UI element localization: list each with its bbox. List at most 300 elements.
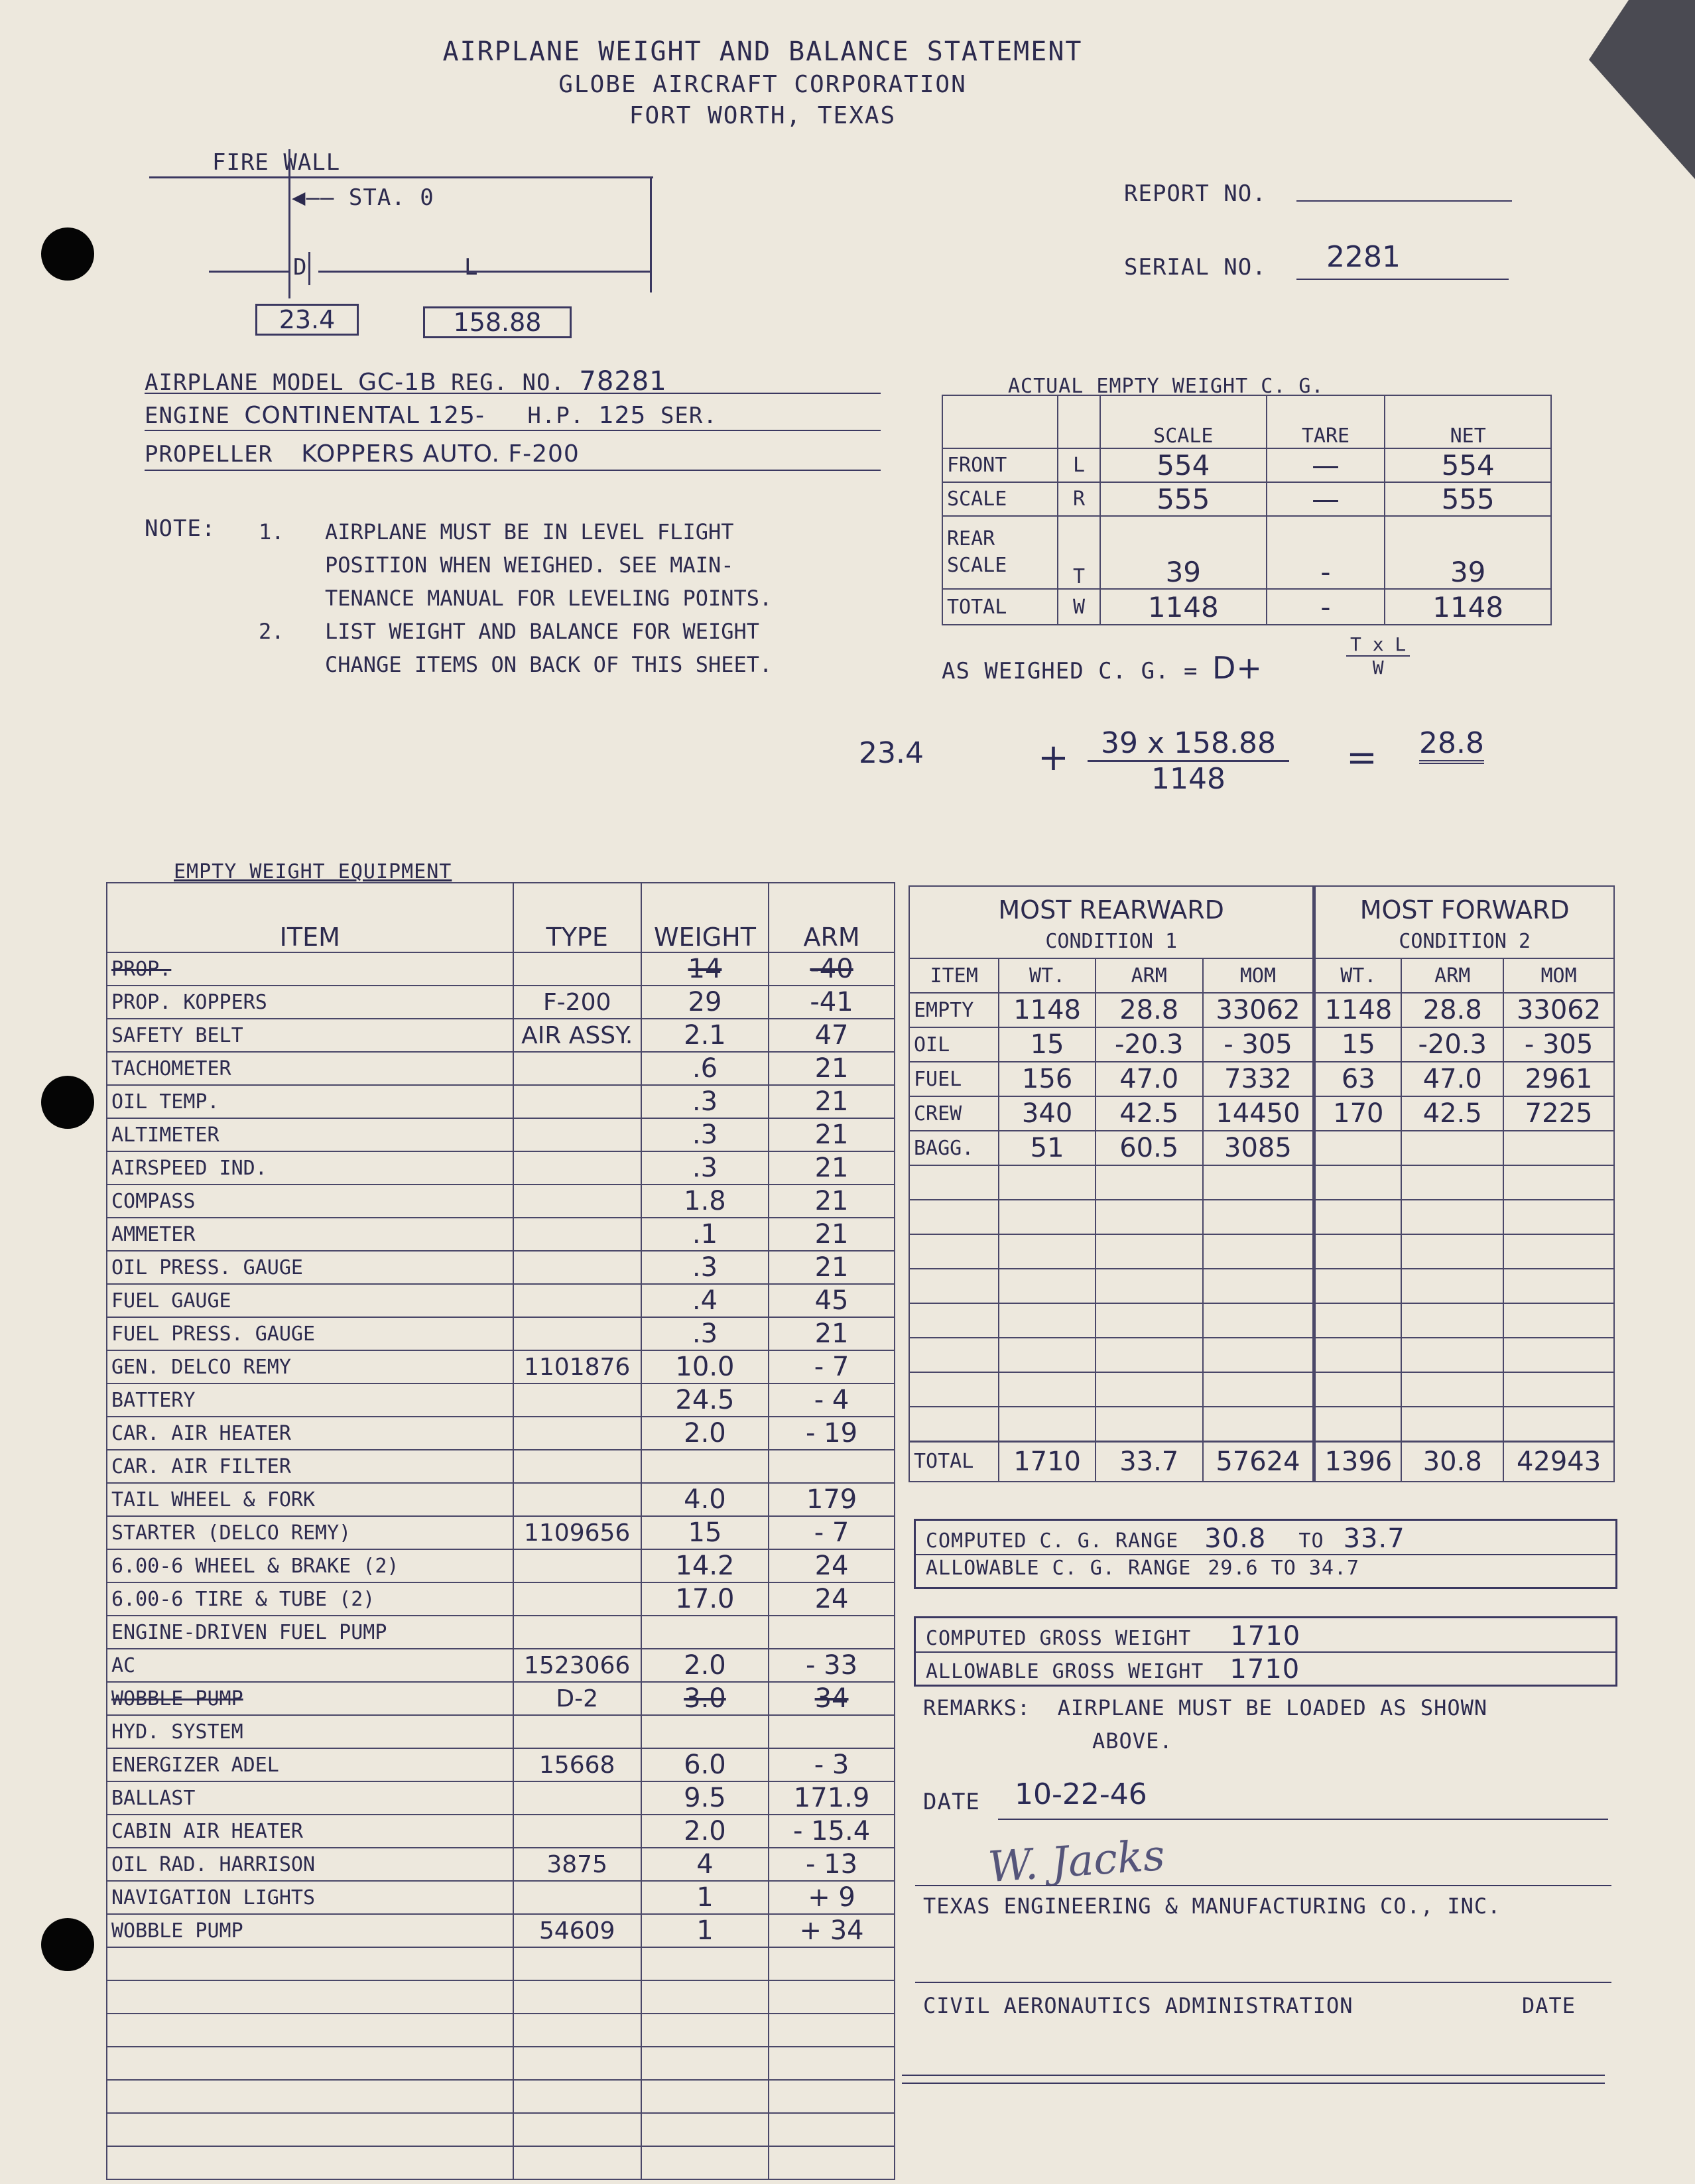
equip-type: D-2: [513, 1682, 641, 1715]
cond-item: [909, 1269, 999, 1303]
cond-mom2: [1503, 1372, 1614, 1407]
note-1-line-2: POSITION WHEN WEIGHED. SEE MAIN-: [325, 552, 734, 578]
cond-arm2: 30.8: [1401, 1442, 1503, 1482]
equip-arm: 21: [769, 1118, 895, 1151]
cond-arm1: 33.7: [1096, 1442, 1203, 1482]
equip-type: [513, 2080, 641, 2113]
equipment-row: [107, 1251, 895, 1284]
cond-wt2: [1314, 1407, 1402, 1442]
equip-weight: 2.0: [641, 1417, 769, 1450]
equip-type: 3875: [513, 1848, 641, 1881]
cond-item: [909, 1234, 999, 1269]
cg-scale: 1148: [1100, 589, 1267, 625]
equip-type: [513, 1218, 641, 1251]
equip-item: ALTIMETER: [107, 1118, 513, 1151]
computed-cg-range: [926, 1523, 1405, 1554]
formula-frac-den: W: [1372, 657, 1384, 678]
equip-type: F-200: [513, 986, 641, 1019]
cond-mom1: 33062: [1203, 993, 1314, 1027]
equip-weight: 10.0: [641, 1350, 769, 1383]
equip-weight: [641, 2080, 769, 2113]
cg-side: L: [1058, 448, 1100, 482]
condition-row: [909, 1269, 1614, 1303]
equip-arm: 21: [769, 1317, 895, 1350]
equip-type: 1109656: [513, 1516, 641, 1549]
equip-arm: 21: [769, 1085, 895, 1118]
equip-item: GEN. DELCO REMY: [107, 1350, 513, 1383]
cond-arm1: -20.3: [1096, 1027, 1203, 1062]
computed-gross: [926, 1621, 1300, 1651]
equipment-title: EMPTY WEIGHT EQUIPMENT: [174, 860, 452, 883]
condition-row: [909, 1027, 1614, 1062]
allowable-cg-range: [926, 1557, 1359, 1580]
punch-hole-bottom: [41, 1918, 94, 1971]
cond-mom1: 7332: [1203, 1062, 1314, 1096]
cond-mom1: [1203, 1338, 1314, 1372]
cond-item: [909, 1303, 999, 1338]
equip-weight: 4.0: [641, 1483, 769, 1516]
hp-label: H.P.: [527, 403, 585, 429]
equipment-row: [107, 1483, 895, 1516]
ser-label: SER.: [660, 403, 718, 429]
page-header: [398, 36, 1127, 129]
cond-mom1: [1203, 1303, 1314, 1338]
cond-mom2: 7225: [1503, 1096, 1614, 1131]
equip-type: [513, 1052, 641, 1085]
cond-wt1: 340: [999, 1096, 1096, 1131]
cond-header-arm2: ARM: [1401, 958, 1503, 993]
cg-table-title: ACTUAL EMPTY WEIGHT C. G.: [1008, 375, 1324, 398]
rearward-title: MOST REARWARD: [909, 886, 1314, 925]
cg-group: SCALE: [942, 482, 1058, 516]
cond-mom2: [1503, 1165, 1614, 1200]
cg-tare: —: [1267, 482, 1385, 516]
remarks: [923, 1691, 1487, 1758]
note-2-num: 2.: [259, 619, 284, 644]
equip-header-weight: WEIGHT: [641, 883, 769, 952]
cg-header-net: NET: [1385, 395, 1551, 448]
station-label: ◀—— STA. 0: [292, 184, 434, 211]
date-label: DATE: [923, 1789, 980, 1815]
date-value: 10-22-46: [1015, 1777, 1147, 1811]
equip-arm: - 4: [769, 1383, 895, 1417]
formula-fraction: [1346, 633, 1410, 678]
cond-mom2: 33062: [1503, 993, 1614, 1027]
equip-item: PROP.: [107, 952, 513, 986]
condition-row: [909, 1234, 1614, 1269]
equip-arm: [769, 1947, 895, 1980]
cond-wt1: 51: [999, 1131, 1096, 1165]
cond-arm2: 28.8: [1401, 993, 1503, 1027]
equip-type: [513, 2113, 641, 2146]
equip-arm: - 15.4: [769, 1815, 895, 1848]
note-2-line-1: LIST WEIGHT AND BALANCE FOR WEIGHT: [325, 619, 760, 644]
equip-item: [107, 1947, 513, 1980]
cond-arm2: [1401, 1165, 1503, 1200]
cg-header-scale: SCALE: [1100, 395, 1267, 448]
equip-type: [513, 2014, 641, 2047]
cond-arm1: 47.0: [1096, 1062, 1203, 1096]
equip-arm: 24: [769, 1549, 895, 1582]
equip-item: TACHOMETER: [107, 1052, 513, 1085]
cond-item: EMPTY: [909, 993, 999, 1027]
equip-item: AC: [107, 1649, 513, 1682]
note-2: [259, 615, 772, 681]
equip-item: [107, 1980, 513, 2014]
equip-arm: [769, 1980, 895, 2014]
equip-type: 1101876: [513, 1350, 641, 1383]
equipment-row: [107, 1284, 895, 1317]
cond-mom2: [1503, 1338, 1614, 1372]
cond-header-arm1: ARM: [1096, 958, 1203, 993]
equip-item: BALLAST: [107, 1781, 513, 1815]
condition-row: [909, 1372, 1614, 1407]
forward-subtitle: CONDITION 2: [1314, 925, 1614, 958]
cond-mom1: 3085: [1203, 1131, 1314, 1165]
rearward-subtitle: CONDITION 1: [909, 925, 1314, 958]
equip-weight: [641, 1450, 769, 1483]
cg-table: [942, 395, 1552, 625]
cond-mom1: 57624: [1203, 1442, 1314, 1482]
equip-header-arm: ARM: [769, 883, 895, 952]
cg-row-front-r: [942, 482, 1551, 516]
cond-wt1: [999, 1303, 1096, 1338]
calc-plus: +: [1038, 736, 1069, 779]
calc-denominator: 1148: [1151, 762, 1225, 796]
equip-weight: 9.5: [641, 1781, 769, 1815]
manufacturer-name: TEXAS ENGINEERING & MANUFACTURING CO., INC.: [923, 1894, 1501, 1919]
cond-header-mom1: MOM: [1203, 958, 1314, 993]
equipment-row: [107, 2014, 895, 2047]
cond-wt1: [999, 1165, 1096, 1200]
cond-wt1: [999, 1372, 1096, 1407]
calc-numerator: 39 x 158.88: [1088, 726, 1289, 762]
notes-block: [259, 515, 772, 681]
condition-row: [909, 1062, 1614, 1096]
equipment-row: [107, 2047, 895, 2080]
equipment-row: [107, 1980, 895, 2014]
equip-weight: .3: [641, 1317, 769, 1350]
engine-label: ENGINE: [145, 403, 230, 429]
equipment-row: [107, 2080, 895, 2113]
equipment-row: [107, 1649, 895, 1682]
equipment-row: [107, 1350, 895, 1383]
equip-item: CAR. AIR HEATER: [107, 1417, 513, 1450]
cond-arm2: 42.5: [1401, 1096, 1503, 1131]
cg-scale: 39: [1100, 516, 1267, 589]
cond-mom2: [1503, 1303, 1614, 1338]
equipment-row: [107, 1085, 895, 1118]
equip-item: AMMETER: [107, 1218, 513, 1251]
equip-weight: 29: [641, 986, 769, 1019]
equip-item: [107, 2014, 513, 2047]
equip-arm: 21: [769, 1185, 895, 1218]
cond-wt1: [999, 1200, 1096, 1234]
condition-row: [909, 1200, 1614, 1234]
cg-net: 554: [1385, 448, 1551, 482]
equip-arm: + 9: [769, 1881, 895, 1914]
equip-weight: .4: [641, 1284, 769, 1317]
cond-header-item: ITEM: [909, 958, 999, 993]
equipment-row: [107, 986, 895, 1019]
equipment-row: [107, 1450, 895, 1483]
equip-weight: 14.2: [641, 1549, 769, 1582]
equip-type: [513, 1582, 641, 1616]
equip-arm: 21: [769, 1218, 895, 1251]
hp-value: 125: [598, 402, 647, 429]
reg-label: REG. NO.: [451, 369, 565, 396]
serial-no-value: 2281: [1326, 240, 1401, 274]
equip-arm: [769, 2113, 895, 2146]
engine-value: CONTINENTAL 125-: [244, 402, 485, 429]
equip-item: HYD. SYSTEM: [107, 1715, 513, 1748]
cond-wt2: [1314, 1234, 1402, 1269]
equip-item: CABIN AIR HEATER: [107, 1815, 513, 1848]
company-location: FORT WORTH, TEXAS: [629, 102, 897, 129]
equipment-row: [107, 2113, 895, 2146]
cond-arm2: [1401, 1269, 1503, 1303]
equip-weight: 3.0: [641, 1682, 769, 1715]
cg-net: 39: [1385, 516, 1551, 589]
equipment-row: [107, 1781, 895, 1815]
formula-label: AS WEIGHED C. G. =: [942, 658, 1198, 684]
cond-wt2: [1314, 1372, 1402, 1407]
cond-arm2: [1401, 1234, 1503, 1269]
cond-wt2: 15: [1314, 1027, 1402, 1062]
cond-mom1: [1203, 1234, 1314, 1269]
cond-mom2: [1503, 1200, 1614, 1234]
allowable-gross: [926, 1654, 1300, 1685]
condition-row: [909, 1338, 1614, 1372]
cond-mom1: 14450: [1203, 1096, 1314, 1131]
d-value: 23.4: [279, 305, 336, 334]
cond-arm2: 47.0: [1401, 1062, 1503, 1096]
cond-item: [909, 1165, 999, 1200]
equip-type: [513, 1781, 641, 1815]
cond-header-wt2: WT.: [1314, 958, 1402, 993]
cond-mom2: [1503, 1131, 1614, 1165]
allowable-gross-value: 1710: [1229, 1654, 1300, 1685]
equip-item: TAIL WHEEL & FORK: [107, 1483, 513, 1516]
cond-wt1: 15: [999, 1027, 1096, 1062]
equip-item: 6.00-6 WHEEL & BRAKE (2): [107, 1549, 513, 1582]
equip-type: [513, 1947, 641, 1980]
cond-header-mom2: MOM: [1503, 958, 1614, 993]
as-weighed-label: [942, 650, 1263, 686]
cond-arm2: [1401, 1200, 1503, 1234]
equip-type: [513, 1881, 641, 1914]
cond-mom2: [1503, 1407, 1614, 1442]
cond-arm2: [1401, 1338, 1503, 1372]
equip-type: [513, 1317, 641, 1350]
equip-weight: 1: [641, 1914, 769, 1947]
remarks-label: REMARKS:: [923, 1695, 1031, 1720]
cond-wt1: [999, 1269, 1096, 1303]
equip-item: WOBBLE PUMP: [107, 1682, 513, 1715]
equip-arm: - 33: [769, 1649, 895, 1682]
cond-arm1: 28.8: [1096, 993, 1203, 1027]
cg-tare: —: [1267, 448, 1385, 482]
cond-arm2: [1401, 1407, 1503, 1442]
equip-arm: [769, 1715, 895, 1748]
cond-wt2: [1314, 1303, 1402, 1338]
equipment-row: [107, 952, 895, 986]
punch-hole-top: [41, 227, 94, 281]
equip-type: [513, 1417, 641, 1450]
equip-item: NAVIGATION LIGHTS: [107, 1881, 513, 1914]
equip-item: FUEL GAUGE: [107, 1284, 513, 1317]
equipment-row: [107, 1185, 895, 1218]
calc-d-value: 23.4: [859, 736, 924, 770]
equip-type: [513, 1383, 641, 1417]
equip-arm: [769, 2080, 895, 2113]
equipment-row: [107, 1383, 895, 1417]
cond-item: CREW: [909, 1096, 999, 1131]
equip-weight: [641, 2014, 769, 2047]
condition-row: [909, 1303, 1614, 1338]
cond-wt2: [1314, 1269, 1402, 1303]
remarks-line-1: AIRPLANE MUST BE LOADED AS SHOWN: [1057, 1695, 1488, 1720]
cg-scale: 554: [1100, 448, 1267, 482]
equipment-row: [107, 1417, 895, 1450]
cond-mom2: [1503, 1269, 1614, 1303]
engine-line: [145, 402, 718, 429]
propeller-label: PROPELLER: [145, 441, 273, 468]
equip-type: [513, 1715, 641, 1748]
page-title: AIRPLANE WEIGHT AND BALANCE STATEMENT: [442, 36, 1083, 67]
report-no-label: REPORT NO.: [1124, 180, 1267, 207]
equip-weight: .3: [641, 1251, 769, 1284]
cond-arm1: [1096, 1372, 1203, 1407]
d-value-box: [255, 304, 359, 336]
equip-type: [513, 2146, 641, 2179]
equip-item: 6.00-6 TIRE & TUBE (2): [107, 1582, 513, 1616]
equipment-row: [107, 1052, 895, 1085]
conditions-table: [909, 885, 1615, 1482]
cond-arm2: [1401, 1131, 1503, 1165]
cg-tare: -: [1267, 516, 1385, 589]
equip-arm: [769, 1450, 895, 1483]
l-value-box: [423, 306, 572, 338]
computed-cg-from: 30.8: [1204, 1523, 1267, 1554]
equipment-row: [107, 2146, 895, 2179]
cond-mom1: [1203, 1200, 1314, 1234]
equipment-row: [107, 1151, 895, 1185]
calc-equals: =: [1346, 736, 1377, 779]
note-1-line-1: AIRPLANE MUST BE IN LEVEL FLIGHT: [325, 519, 734, 545]
cond-item: [909, 1338, 999, 1372]
equip-item: [107, 2146, 513, 2179]
allowable-gross-label: ALLOWABLE GROSS WEIGHT: [926, 1660, 1204, 1683]
fire-wall-label: FIRE WALL: [212, 149, 341, 176]
equip-arm: + 34: [769, 1914, 895, 1947]
equip-item: STARTER (DELCO REMY): [107, 1516, 513, 1549]
equip-weight: [641, 2146, 769, 2179]
cond-wt1: [999, 1338, 1096, 1372]
formula-rhs: D+: [1212, 650, 1263, 686]
equip-weight: [641, 1715, 769, 1748]
cg-group: TOTAL: [942, 589, 1058, 625]
equip-type: 1523066: [513, 1649, 641, 1682]
cond-arm1: [1096, 1303, 1203, 1338]
equip-arm: 47: [769, 1019, 895, 1052]
computed-cg-to-word: TO: [1298, 1529, 1324, 1553]
equipment-row: [107, 1815, 895, 1848]
equip-arm: 24: [769, 1582, 895, 1616]
equip-arm: [769, 2047, 895, 2080]
equip-item: ENERGIZER ADEL: [107, 1748, 513, 1781]
equip-arm: 21: [769, 1151, 895, 1185]
condition-row: [909, 1407, 1614, 1442]
equip-item: [107, 2080, 513, 2113]
cg-net: 555: [1385, 482, 1551, 516]
cond-wt2: 63: [1314, 1062, 1402, 1096]
cond-arm1: [1096, 1200, 1203, 1234]
equip-item: [107, 2047, 513, 2080]
cond-item: OIL: [909, 1027, 999, 1062]
folded-corner: [1589, 0, 1695, 179]
equip-item: FUEL PRESS. GAUGE: [107, 1317, 513, 1350]
cg-net: 1148: [1385, 589, 1551, 625]
equip-type: [513, 1085, 641, 1118]
cond-arm1: 42.5: [1096, 1096, 1203, 1131]
equipment-row: [107, 1616, 895, 1649]
allowable-cg-label: ALLOWABLE C. G. RANGE: [926, 1557, 1192, 1580]
cg-group: FRONT: [942, 448, 1058, 482]
caa-date-label: DATE: [1522, 1993, 1576, 2018]
condition-total-row: [909, 1442, 1614, 1482]
equip-weight: 2.0: [641, 1815, 769, 1848]
equipment-row: [107, 1682, 895, 1715]
equip-arm: -40: [769, 952, 895, 986]
equip-type: [513, 1151, 641, 1185]
equipment-row: [107, 1549, 895, 1582]
equip-arm: - 13: [769, 1848, 895, 1881]
cg-scale: 555: [1100, 482, 1267, 516]
equip-arm: [769, 1616, 895, 1649]
equip-weight: .3: [641, 1118, 769, 1151]
cond-item: [909, 1372, 999, 1407]
equip-arm: 179: [769, 1483, 895, 1516]
station-text: STA. 0: [348, 184, 434, 211]
cg-side: T: [1058, 516, 1100, 589]
cond-item: TOTAL: [909, 1442, 999, 1482]
equipment-row: [107, 1748, 895, 1781]
cond-mom2: - 305: [1503, 1027, 1614, 1062]
allowable-cg-value: 29.6 TO 34.7: [1208, 1557, 1360, 1580]
equip-arm: - 3: [769, 1748, 895, 1781]
note-2-line-2: CHANGE ITEMS ON BACK OF THIS SHEET.: [325, 652, 773, 677]
equip-arm: -41: [769, 986, 895, 1019]
equip-weight: 1.8: [641, 1185, 769, 1218]
cond-item: FUEL: [909, 1062, 999, 1096]
equip-item: OIL TEMP.: [107, 1085, 513, 1118]
cond-arm1: [1096, 1407, 1203, 1442]
equip-weight: 15: [641, 1516, 769, 1549]
equip-weight: .6: [641, 1052, 769, 1085]
cond-arm2: -20.3: [1401, 1027, 1503, 1062]
condition-row: [909, 1131, 1614, 1165]
punch-hole-middle: [41, 1076, 94, 1129]
equip-type: [513, 952, 641, 986]
cond-mom2: [1503, 1234, 1614, 1269]
condition-row: [909, 1096, 1614, 1131]
cg-range-box: [914, 1519, 1617, 1589]
cond-wt2: [1314, 1165, 1402, 1200]
caa-label: CIVIL AERONAUTICS ADMINISTRATION: [923, 1993, 1353, 2018]
equip-item: COMPASS: [107, 1185, 513, 1218]
equip-weight: 17.0: [641, 1582, 769, 1616]
